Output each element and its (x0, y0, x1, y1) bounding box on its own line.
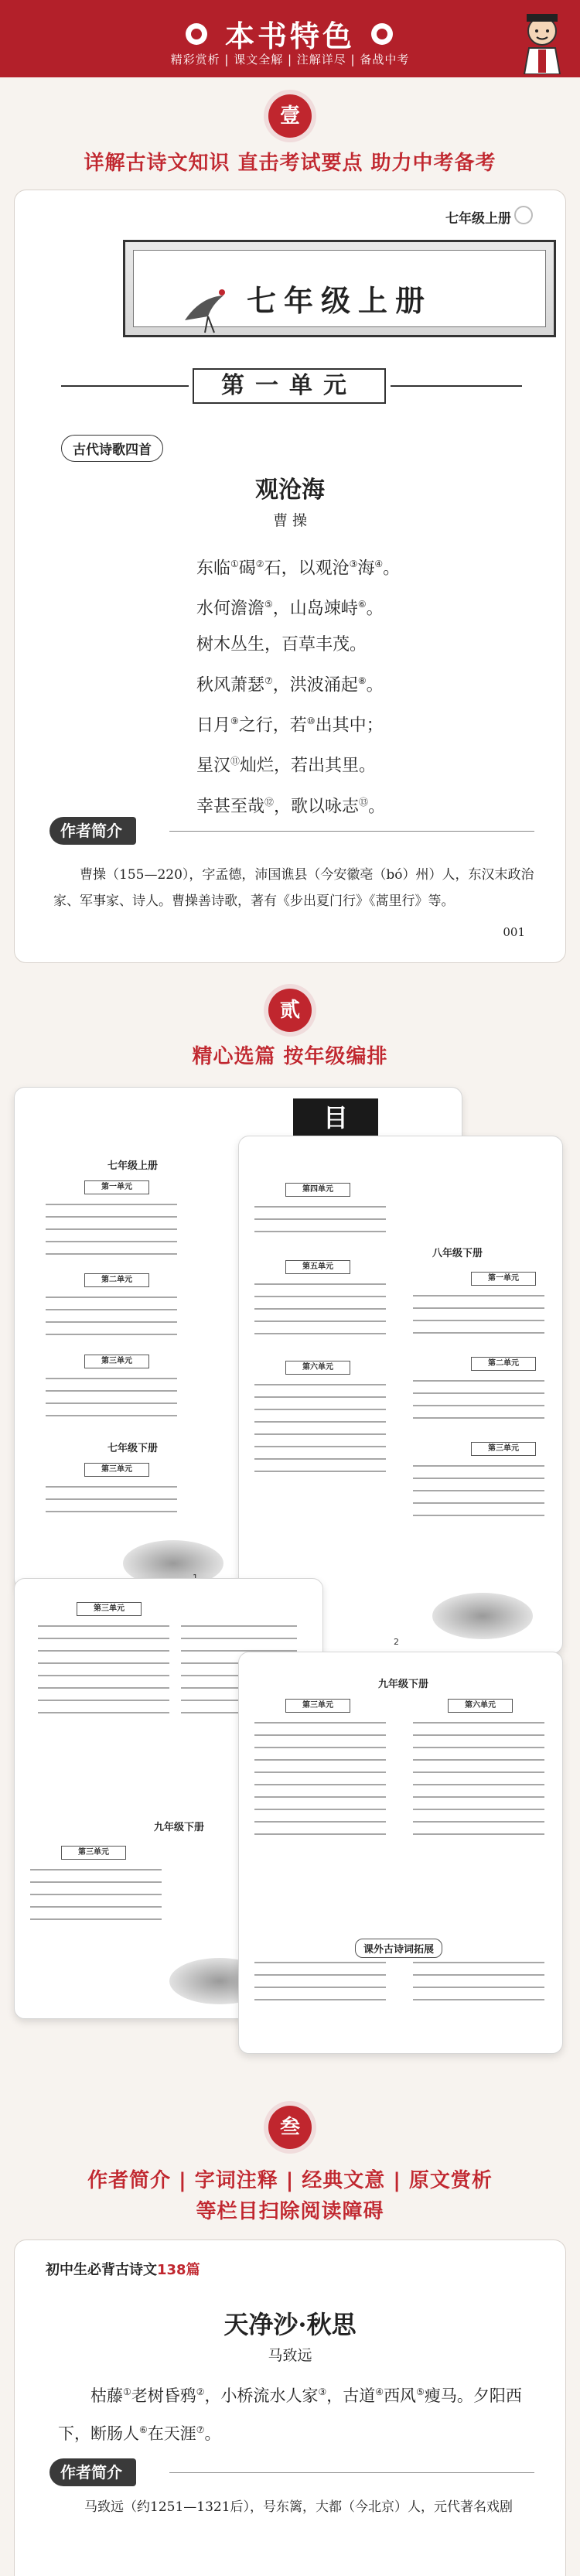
poem-body (196, 546, 400, 825)
toc-entries (413, 1962, 544, 2011)
author-intro-heading: 作者简介 (49, 2458, 136, 2486)
section-title-2: 精心选篇 按年级编排 (192, 1045, 388, 1068)
top-header (0, 0, 580, 77)
unit-rule-right (391, 385, 522, 387)
toc-grade-heading: 九年级下册 (378, 1679, 429, 1690)
toc-entries (254, 1384, 386, 1483)
toc-entries (413, 1380, 544, 1430)
toc-grade-heading: 八年级下册 (432, 1248, 483, 1259)
unit-title: 第一单元 (193, 368, 386, 404)
toc-entries (413, 1295, 544, 1344)
unit-rule-left (61, 385, 189, 387)
header-subtitle: 精彩赏析 | 课文全解 | 注解详尽 | 备战中考 (170, 53, 410, 67)
toc-grade-heading: 九年级下册 (154, 1822, 205, 1833)
toc-entries (254, 1283, 386, 1345)
section-title-1: 详解古诗文知识 直击考试要点 助力中考备考 (84, 152, 496, 175)
toc-unit: 第三单元 (84, 1463, 149, 1477)
toc-entries (38, 1625, 169, 1724)
toc-unit: 第一单元 (471, 1272, 536, 1286)
decor-right-badge (371, 23, 393, 45)
poem-line: 日月⑨之行，若⑩出其中； (196, 715, 384, 736)
poem-text: 枯藤①老树昏鸦②，小桥流水人家③，古道④西风⑤瘦马。夕阳西下，断肠人⑥在天涯⑦。 (58, 2386, 522, 2443)
toc-entries (46, 1378, 177, 1427)
author-intro-text: 马致远（约1251—1321后），号东篱，大都（今北京）人，元代著名戏剧 (84, 2499, 513, 2515)
author-intro-text: 曹操（155—220），字孟德，沛国谯县（今安徽亳（bó）州）人，东汉末政治家、军事家、诗人。曹操善诗歌，著有《步出夏门行》《蒿里行》等。 (53, 867, 534, 909)
section-title-3-line2: 等栏目扫除阅读障碍 (196, 2200, 384, 2223)
scholar-mascot-icon (515, 8, 569, 74)
poem-sample-card (14, 2239, 566, 2576)
author-intro-heading: 作者简介 (49, 817, 136, 845)
toc-unit: 第三单元 (84, 1355, 149, 1368)
toc-grade-heading: 七年级下册 (107, 1443, 159, 1454)
toc-grade-heading: 七年级上册 (107, 1160, 159, 1172)
toc-unit: 第三单元 (285, 1699, 350, 1713)
toc-entries (254, 1722, 386, 1846)
poem-page-card (14, 190, 566, 963)
toc-big-char: 目 (293, 1098, 378, 1137)
poem-line: 东临①碣②石，以观沧③海④。 (196, 559, 401, 579)
toc-page (238, 1136, 563, 1654)
banner-title: 七年级上册 (246, 283, 432, 318)
poem-title: 天净沙·秋思 (223, 2310, 357, 2339)
toc-entries (46, 1204, 177, 1266)
divider (169, 2472, 534, 2473)
toc-unit: 第三单元 (77, 1602, 142, 1616)
grade-banner (123, 240, 556, 337)
section-number-badge-2: 贰 (268, 989, 312, 1032)
page-number: 001 (503, 925, 525, 939)
poem-line: 秋风萧瑟⑦，洪波涌起⑧。 (196, 675, 384, 695)
poem-line: 树木丛生，百草丰茂。 (196, 634, 367, 654)
toc-page-number: 2 (394, 1637, 399, 1647)
poem-author: 马致远 (268, 2347, 312, 2364)
toc-unit: 第二单元 (471, 1357, 536, 1371)
section-title-3-line1: 作者简介 | 字词注释 | 经典文意 | 原文赏析 (87, 2169, 493, 2192)
toc-entries (254, 1206, 386, 1243)
toc-entries (413, 1465, 544, 1527)
toc-unit: 第五单元 (285, 1260, 350, 1274)
toc-unit: 第六单元 (448, 1699, 513, 1713)
toc-unit: 第一单元 (84, 1180, 149, 1194)
toc-unit: 第二单元 (84, 1273, 149, 1287)
poem-line: 星汉⑪灿烂，若出其里。 (196, 756, 377, 776)
divider (169, 831, 534, 832)
grade-tag: 七年级上册 (445, 211, 511, 227)
toc-entries (254, 1962, 386, 2011)
toc-extension-heading: 课外古诗词拓展 (355, 1939, 442, 1958)
toc-page (238, 1652, 563, 2054)
toc-entries (413, 1722, 544, 1846)
ink-wash-decor (432, 1593, 533, 1639)
section-number-badge-1: 壹 (268, 94, 312, 138)
category-tag: 古代诗歌四首 (61, 435, 163, 462)
header-title: 本书特色 (224, 19, 355, 53)
toc-unit: 第四单元 (285, 1183, 350, 1197)
toc-entries (46, 1486, 177, 1523)
section-number-badge-3: 叁 (268, 2106, 312, 2149)
toc-entries (30, 1869, 162, 1931)
circle-ornament-icon (514, 206, 533, 224)
poem-author: 曹 操 (272, 512, 308, 529)
poem-line: 幸甚至哉⑫，歌以咏志⑬。 (196, 796, 386, 816)
book-series-tag: 初中生必背古诗文138篇 (46, 2262, 200, 2278)
toc-unit: 第三单元 (471, 1442, 536, 1456)
toc-unit: 第三单元 (61, 1846, 126, 1860)
toc-unit: 第六单元 (285, 1361, 350, 1375)
poem-title: 观沧海 (255, 477, 325, 504)
banner-frame (133, 250, 546, 327)
poem-line: 水何澹澹⑤，山岛竦峙⑥。 (196, 599, 384, 619)
toc-entries (46, 1297, 177, 1346)
